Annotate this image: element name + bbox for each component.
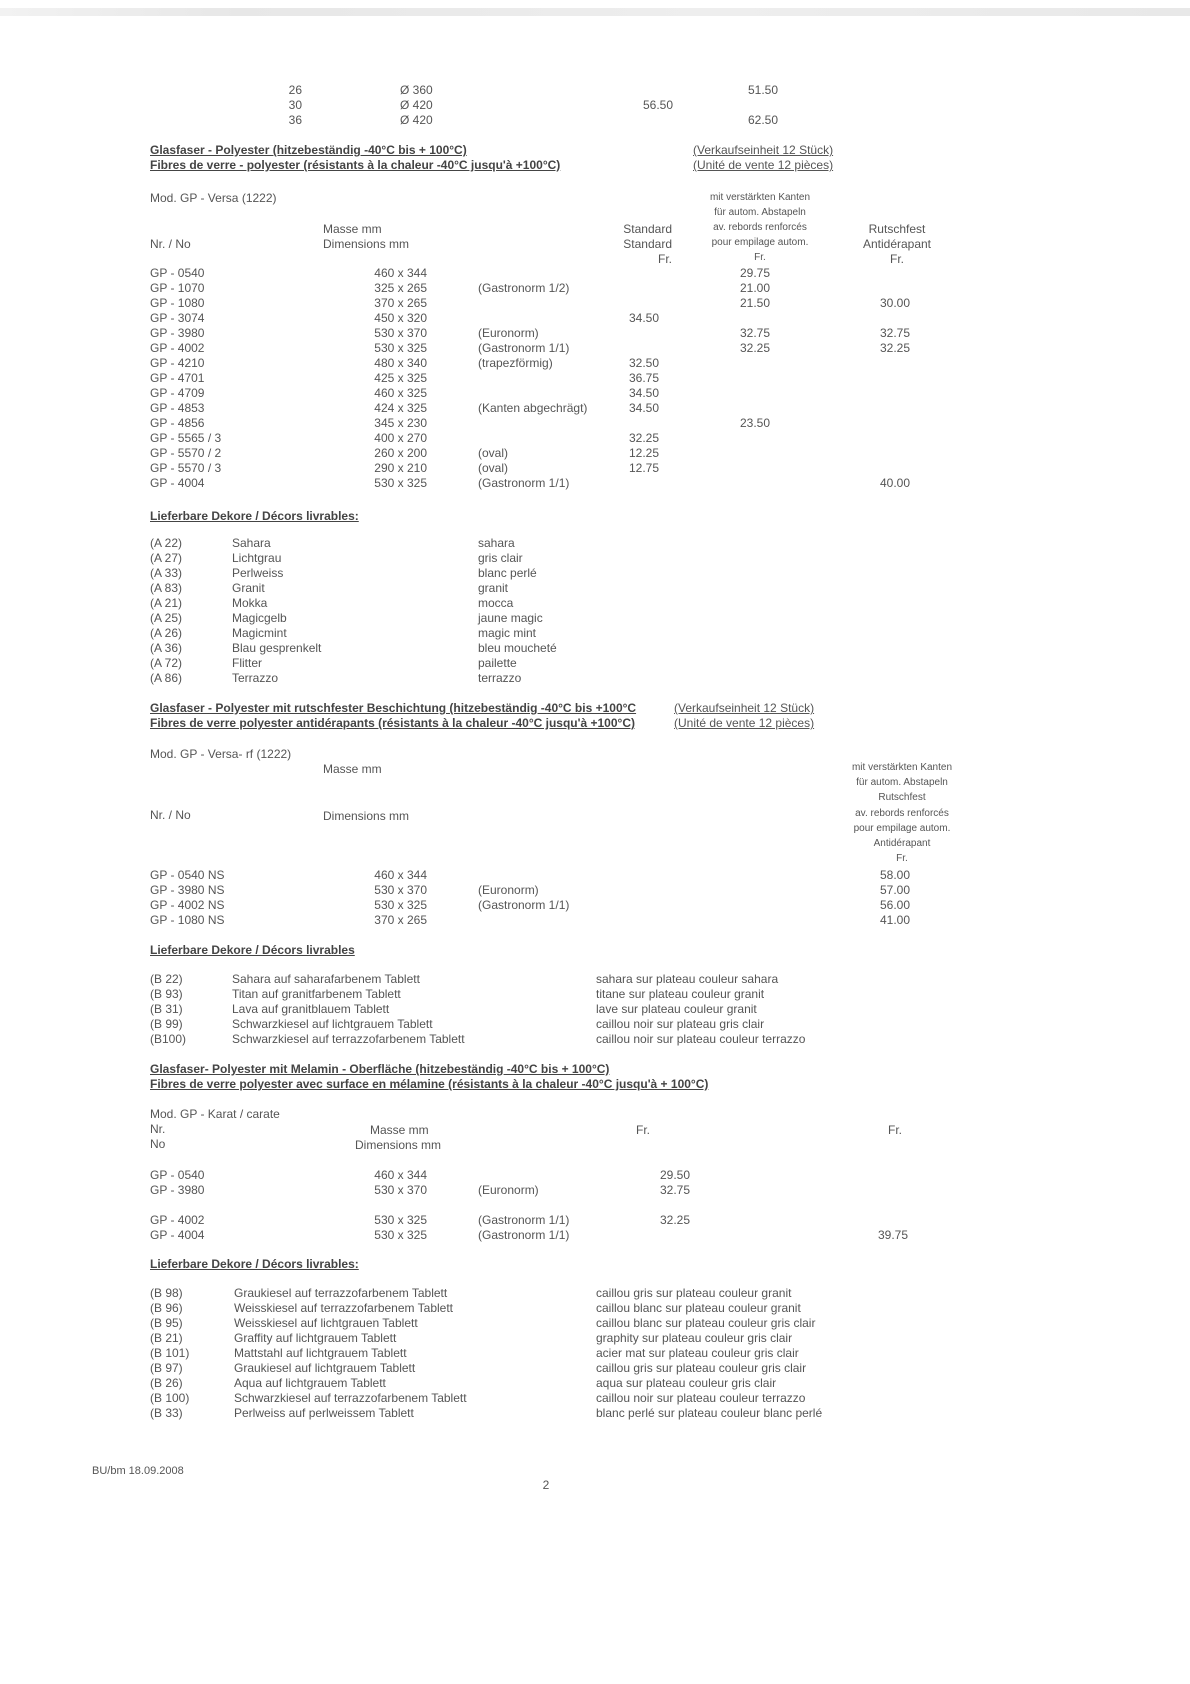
table-row-note: (Gastronorm 1/1) [478,1213,570,1227]
decor-code: (B 99) [150,1017,183,1031]
section-title-de: Glasfaser - Polyester (hitzebeständig -40°C bis + 100°C) [150,143,467,157]
decor-name-fr: jaune magic [478,611,543,625]
section-title-fr: Fibres de verre polyester antidérapants (résistants à la chaleur -40°C jusqu'à +100°C) [150,716,635,730]
col-header-antislip: Antidérapant [862,237,932,251]
col-header-dimensions: Dimensions mm [323,237,410,251]
price-reinforced: 32.25 [739,341,770,355]
decor-name-fr: caillou blanc sur plateau couleur gris clair [596,1316,816,1330]
table-row-nr: GP - 4701 [150,371,205,385]
table-row-note: (Gastronorm 1/2) [478,281,570,295]
price-antislip: 41.00 [879,913,910,927]
table-row-note: (oval) [478,446,509,460]
table-row-dimension: 325 x 265 [374,281,427,295]
decor-name-fr: caillou noir sur plateau gris clair [596,1017,765,1031]
col-header-right: pour empilage autom. [853,823,951,834]
table-row-dimension: 370 x 265 [374,296,427,310]
decor-name-de: Schwarzkiesel auf terrazzofarbenem Tablett [234,1391,467,1405]
price-standard: 12.25 [628,446,659,460]
price-reinforced: 62.50 [747,113,778,127]
row-nr: 26 [288,83,302,97]
decor-code: (A 27) [150,551,183,565]
decor-name-de: Graukiesel auf lichtgrauem Tablett [234,1361,416,1375]
price-antislip: 58.00 [879,868,910,882]
table-row-nr: GP - 4004 [150,476,205,490]
decor-code: (A 26) [150,626,183,640]
table-row-dimension: 530 x 370 [374,883,427,897]
decor-name-de: Flitter [232,656,262,670]
table-row-dimension: 530 x 325 [374,341,427,355]
col-header-masse: Masse mm [323,222,382,236]
table-row-nr: GP - 0540 [150,1168,205,1182]
table-row-note: (Gastronorm 1/1) [478,341,570,355]
price-reinforced: 32.75 [739,326,770,340]
table-row-note: (Euronorm) [478,326,539,340]
table-row-nr: GP - 4002 [150,341,205,355]
decor-name-de: Weisskiesel auf terrazzofarbenem Tablett [234,1301,453,1315]
table-row-nr: GP - 5565 / 3 [150,431,222,445]
table-row-dimension: 530 x 370 [374,1183,427,1197]
col-header-reinforced: pour empilage autom. [711,237,809,248]
decor-code: (A 86) [150,671,183,685]
page-number: 2 [542,1478,550,1492]
price-antislip: 32.75 [879,326,910,340]
decor-name-fr: granit [478,581,509,595]
decor-name-fr: blanc perlé [478,566,537,580]
price-antislip: 56.00 [879,898,910,912]
table-row-dimension: 400 x 270 [374,431,427,445]
row-dimension: Ø 420 [400,98,433,112]
model-name: Mod. GP - Versa (1222) [150,191,277,205]
table-row-dimension: 530 x 325 [374,898,427,912]
decor-name-fr: terrazzo [478,671,522,685]
col-header-standard: Fr. [658,252,672,266]
col-header-standard: Standard [623,222,672,236]
col-header-nr: Nr. [150,1122,166,1136]
decor-code: (B 33) [150,1406,183,1420]
decor-name-fr: caillou gris sur plateau couleur granit [596,1286,792,1300]
price-standard: 32.25 [628,431,659,445]
price-antislip: 32.25 [879,341,910,355]
decor-name-de: Graffity auf lichtgrauem Tablett [234,1331,397,1345]
unit-note-fr: (Unité de vente 12 pièces) [674,716,815,730]
decor-name-fr: blanc perlé sur plateau couleur blanc perlé [596,1406,823,1420]
decor-name-de: Perlweiss [232,566,284,580]
decor-name-de: Schwarzkiesel auf terrazzofarbenem Tablett [232,1032,465,1046]
price-standard: 34.50 [628,311,659,325]
table-row-note: (Euronorm) [478,1183,539,1197]
col-header-no: No [150,1137,166,1151]
decor-name-fr: lave sur plateau couleur granit [596,1002,757,1016]
price-reinforced: 21.00 [739,281,770,295]
col-header-antislip: Rutschfest [868,222,926,236]
table-row-nr: GP - 4709 [150,386,205,400]
table-row-note: (Euronorm) [478,883,539,897]
price-reinforced: 21.50 [739,296,770,310]
table-row-note: (trapezförmig) [478,356,553,370]
decor-code: (B 101) [150,1346,190,1360]
price-reinforced: 23.50 [739,416,770,430]
col-header-price: Fr. [888,1123,902,1137]
decor-name-fr: graphity sur plateau couleur gris clair [596,1331,793,1345]
price-reinforced: 51.50 [747,83,778,97]
col-header-dimensions: Dimensions mm [355,1138,442,1152]
table-row-dimension: 530 x 325 [374,1213,427,1227]
footer-author-date: BU/bm 18.09.2008 [92,1465,184,1477]
table-row-nr: GP - 5570 / 2 [150,446,222,460]
col-header-price: Fr. [636,1123,650,1137]
col-header-dimensions: Dimensions mm [323,809,410,823]
section-title-de: Glasfaser- Polyester mit Melamin - Oberfläche (hitzebeständig -40°C bis + 100°C) [150,1062,610,1076]
table-row-nr: GP - 1080 [150,296,205,310]
price-standard: 34.50 [628,401,659,415]
col-header-right: Fr. [896,853,908,864]
table-row-dimension: 530 x 370 [374,326,427,340]
decor-code: (A 72) [150,656,183,670]
decor-title: Lieferbare Dekore / Décors livrables [150,943,355,957]
table-row-dimension: 345 x 230 [374,416,427,430]
decor-name-de: Perlweiss auf perlweissem Tablett [234,1406,414,1420]
table-row-dimension: 370 x 265 [374,913,427,927]
decor-name-fr: caillou blanc sur plateau couleur granit [596,1301,801,1315]
model-name: Mod. GP - Karat / carate [150,1107,280,1121]
price-standard: 34.50 [628,386,659,400]
table-row-note: (oval) [478,461,509,475]
decor-code: (B 98) [150,1286,183,1300]
col-header-reinforced: mit verstärkten Kanten [709,192,811,203]
decor-name-de: Mokka [232,596,268,610]
decor-name-fr: gris clair [478,551,523,565]
table-row-nr: GP - 0540 NS [150,868,225,882]
decor-name-de: Lava auf granitblauem Tablett [232,1002,390,1016]
decor-name-de: Schwarzkiesel auf lichtgrauem Tablett [232,1017,433,1031]
decor-name-fr: caillou gris sur plateau couleur gris clair [596,1361,807,1375]
decor-code: (A 25) [150,611,183,625]
decor-name-de: Magicgelb [232,611,287,625]
unit-note-de: (Verkaufseinheit 12 Stück) [693,143,834,157]
section-title-fr: Fibres de verre - polyester (résistants à la chaleur -40°C jusqu'à +100°C) [150,158,561,172]
col-header-right: Antidérapant [873,838,931,849]
col-header-reinforced: für autom. Abstapeln [714,207,806,218]
table-row-dimension: 460 x 325 [374,386,427,400]
scan-edge [0,8,1190,16]
decor-code: (A 83) [150,581,183,595]
price-fr: 32.25 [659,1213,690,1227]
price-standard: 36.75 [628,371,659,385]
table-row-dimension: 450 x 320 [374,311,427,325]
price-antislip: 57.00 [879,883,910,897]
decor-code: (B 100) [150,1391,190,1405]
col-header-antislip: Fr. [890,252,904,266]
col-header-reinforced: av. rebords renforcés [713,222,807,233]
col-header-right: Rutschfest [878,792,926,803]
decor-code: (B 93) [150,987,183,1001]
col-header-reinforced: Fr. [754,252,766,263]
price-antislip: 40.00 [879,476,910,490]
decor-name-de: Weisskiesel auf lichtgrauen Tablett [234,1316,418,1330]
table-row-nr: GP - 3074 [150,311,205,325]
table-row-nr: GP - 4002 NS [150,898,225,912]
table-row-nr: GP - 4004 [150,1228,205,1242]
table-row-nr: GP - 4856 [150,416,205,430]
decor-name-de: Terrazzo [232,671,279,685]
col-header-masse: Masse mm [370,1123,429,1137]
decor-name-fr: bleu moucheté [478,641,557,655]
table-row-nr: GP - 4210 [150,356,205,370]
table-row-dimension: 480 x 340 [374,356,427,370]
price-antislip: 30.00 [879,296,910,310]
table-row-nr: GP - 4002 [150,1213,205,1227]
decor-code: (B100) [150,1032,187,1046]
decor-code: (A 21) [150,596,183,610]
decor-code: (A 33) [150,566,183,580]
table-row-dimension: 530 x 325 [374,476,427,490]
decor-name-fr: aqua sur plateau couleur gris clair [596,1376,777,1390]
table-row-dimension: 260 x 200 [374,446,427,460]
price-fr: 32.75 [659,1183,690,1197]
price-standard: 32.50 [628,356,659,370]
row-dimension: Ø 360 [400,83,433,97]
price-fr: 39.75 [877,1228,908,1242]
col-header-right: av. rebords renforcés [855,808,949,819]
table-row-dimension: 290 x 210 [374,461,427,475]
col-header-nr: Nr. / No [150,808,191,822]
decor-code: (B 21) [150,1331,183,1345]
decor-name-de: Sahara [232,536,271,550]
col-header-right: mit verstärkten Kanten [851,762,953,773]
table-row-nr: GP - 3980 [150,326,205,340]
decor-name-fr: titane sur plateau couleur granit [596,987,765,1001]
row-nr: 36 [288,113,302,127]
col-header-standard: Standard [623,237,672,251]
decor-code: (B 97) [150,1361,183,1375]
price-standard: 12.75 [628,461,659,475]
table-row-nr: GP - 0540 [150,266,205,280]
table-row-nr: GP - 3980 [150,1183,205,1197]
decor-code: (B 22) [150,972,183,986]
decor-name-fr: caillou noir sur plateau couleur terrazzo [596,1391,806,1405]
unit-note-fr: (Unité de vente 12 pièces) [693,158,834,172]
table-row-dimension: 460 x 344 [374,1168,427,1182]
table-row-nr: GP - 3980 NS [150,883,225,897]
table-row-note: (Gastronorm 1/1) [478,476,570,490]
decor-name-de: Mattstahl auf lichtgrauem Tablett [234,1346,407,1360]
table-row-note: (Kanten abgechrägt) [478,401,588,415]
decor-name-de: Graukiesel auf terrazzofarbenem Tablett [234,1286,448,1300]
section-title-de: Glasfaser - Polyester mit rutschfester Beschichtung (hitzebeständig -40°C bis +100°C [150,701,637,715]
table-row-dimension: 460 x 344 [374,868,427,882]
table-row-nr: GP - 1070 [150,281,205,295]
decor-name-fr: caillou noir sur plateau couleur terrazzo [596,1032,806,1046]
decor-name-fr: magic mint [478,626,537,640]
table-row-note: (Gastronorm 1/1) [478,1228,570,1242]
decor-name-de: Sahara auf saharafarbenem Tablett [232,972,420,986]
price-reinforced: 29.75 [739,266,770,280]
col-header-nr: Nr. / No [150,237,191,251]
price-fr: 29.50 [659,1168,690,1182]
col-header-masse: Masse mm [323,762,382,776]
price-standard: 56.50 [642,98,673,112]
decor-code: (B 26) [150,1376,183,1390]
decor-code: (A 36) [150,641,183,655]
decor-title: Lieferbare Dekore / Décors livrables: [150,509,359,523]
decor-code: (B 96) [150,1301,183,1315]
model-name: Mod. GP - Versa- rf (1222) [150,747,292,761]
decor-code: (B 31) [150,1002,183,1016]
table-row-nr: GP - 5570 / 3 [150,461,222,475]
decor-name-fr: acier mat sur plateau couleur gris clair [596,1346,799,1360]
table-row-nr: GP - 1080 NS [150,913,225,927]
row-nr: 30 [288,98,302,112]
decor-name-fr: mocca [478,596,514,610]
table-row-dimension: 530 x 325 [374,1228,427,1242]
decor-name-de: Aqua auf lichtgrauem Tablett [234,1376,386,1390]
col-header-right: für autom. Abstapeln [856,777,948,788]
table-row-dimension: 425 x 325 [374,371,427,385]
decor-title: Lieferbare Dekore / Décors livrables: [150,1257,359,1271]
decor-name-de: Titan auf granitfarbenem Tablett [232,987,401,1001]
decor-name-de: Blau gesprenkelt [232,641,322,655]
table-row-note: (Gastronorm 1/1) [478,898,570,912]
decor-code: (B 95) [150,1316,183,1330]
decor-name-fr: sahara sur plateau couleur sahara [596,972,779,986]
section-title-fr: Fibres de verre polyester avec surface en mélamine (résistants à la chaleur -40°C jusqu'à + 100°C) [150,1077,709,1091]
decor-name-de: Magicmint [232,626,287,640]
decor-name-fr: sahara [478,536,515,550]
table-row-dimension: 460 x 344 [374,266,427,280]
decor-name-fr: pailette [478,656,517,670]
decor-code: (A 22) [150,536,183,550]
table-row-nr: GP - 4853 [150,401,205,415]
decor-name-de: Lichtgrau [232,551,282,565]
unit-note-de: (Verkaufseinheit 12 Stück) [674,701,815,715]
row-dimension: Ø 420 [400,113,433,127]
decor-name-de: Granit [232,581,265,595]
table-row-dimension: 424 x 325 [374,401,427,415]
